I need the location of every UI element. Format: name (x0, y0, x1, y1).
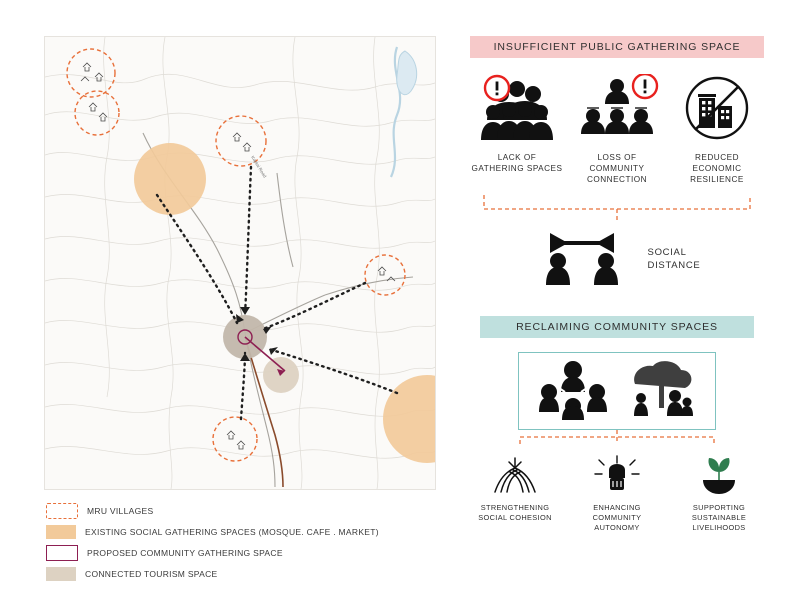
outcome-enhancing-community-autonomy (571, 454, 663, 533)
insufficient-item-lack-of-gathering-spaces (468, 72, 566, 174)
crowd-group-icon (471, 72, 563, 146)
insufficient-item-loss-of-community-connection (568, 72, 666, 185)
outcome-caption: STRENGTHENING SOCIAL COHESION (478, 503, 552, 522)
reclaiming-icon-box (518, 352, 716, 430)
outcome-caption: SUPPORTING SUSTAINABLE LIVELIHOODS (691, 503, 747, 532)
no-economy-building-icon (671, 72, 763, 146)
insufficient-bracket-connector (462, 191, 772, 225)
raised-fist-icon (591, 454, 643, 496)
plant-bowl-icon (693, 454, 745, 496)
alert-badge-icon (485, 76, 509, 100)
outcome-strengthening-social-cohesion (469, 454, 561, 533)
community-circle-icon (537, 358, 609, 425)
outcome-supporting-sustainable-livelihoods (673, 454, 765, 533)
legend-item-existing-social-gathering (46, 521, 466, 542)
legend-item-mru-villages (46, 500, 466, 521)
map-panel (44, 36, 436, 490)
right-column (462, 36, 772, 533)
people-grid-icon (571, 72, 663, 146)
social-distance-caption: SOCIAL DISTANCE (647, 246, 701, 271)
alert-badge-icon (633, 74, 657, 98)
icon-caption: LACK OF GATHERING SPACES (471, 153, 563, 173)
road-label: Kaptai Road (250, 154, 268, 179)
legend-label: EXISTING SOCIAL GATHERING SPACES (MOSQUE. CAFE . MARKET) (85, 526, 379, 537)
legend-item-proposed-community-gathering (46, 542, 466, 563)
two-people-distance-icon (534, 227, 630, 290)
insufficient-band: INSUFFICIENT PUBLIC GATHERING SPACE (470, 36, 764, 58)
legend-swatch-tan-fill-icon (46, 525, 76, 539)
insufficient-icon-row (462, 72, 772, 185)
legend-item-connected-tourism-space (46, 563, 466, 584)
existing-space-circle-north (134, 143, 206, 215)
outcome-caption: ENHANCING COMMUNITY AUTONOMY (592, 503, 642, 532)
tree-gathering-icon (625, 358, 697, 425)
legend-label: PROPOSED COMMUNITY GATHERING SPACE (87, 547, 283, 558)
reclaiming-outcomes-row (462, 454, 772, 533)
map-graphic (45, 37, 435, 489)
legend-label: CONNECTED TOURISM SPACE (85, 568, 218, 579)
social-distance-result (462, 227, 772, 290)
legend-swatch-dashed-circle-icon (46, 503, 78, 519)
reclaiming-bracket-connector (462, 430, 772, 452)
map-legend (46, 500, 466, 584)
legend-swatch-beige-fill-icon (46, 567, 76, 581)
icon-caption: REDUCED ECONOMIC RESILIENCE (690, 153, 744, 184)
legend-swatch-magenta-outline-icon (46, 545, 78, 561)
handshake-hands-icon (489, 454, 541, 496)
legend-label: MRU VILLAGES (87, 505, 154, 516)
reclaiming-band: RECLAIMING COMMUNITY SPACES (480, 316, 754, 338)
icon-caption: LOSS OF COMMUNITY CONNECTION (586, 153, 648, 184)
insufficient-item-reduced-economic-resilience (668, 72, 766, 185)
